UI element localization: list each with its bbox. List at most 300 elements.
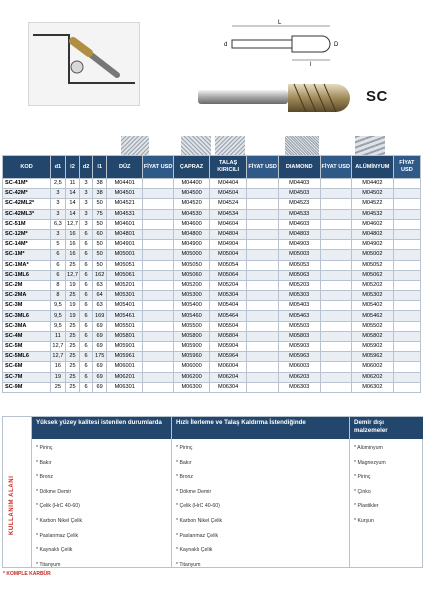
value-cell: 3 xyxy=(51,189,66,199)
col-price-4: FİYAT USD xyxy=(393,156,420,179)
code-cell: SC-1M* xyxy=(3,250,51,260)
list-item: * Dökme Demir xyxy=(176,488,212,495)
price-cell xyxy=(320,291,351,301)
value-cell: 5 xyxy=(51,240,66,250)
value-cell: M05460 xyxy=(174,311,210,321)
price-cell xyxy=(247,372,278,382)
price-cell xyxy=(320,331,351,341)
list-item: * Bronz xyxy=(36,474,54,481)
dim-d1-label: d xyxy=(224,42,228,48)
table-row xyxy=(3,321,421,331)
table-row xyxy=(3,372,421,382)
list-item: * Çelik (HrC 40-60) xyxy=(176,503,220,510)
value-cell: 16 xyxy=(65,229,80,239)
list-item: * Pirinç xyxy=(176,445,193,451)
value-cell: 6 xyxy=(80,362,93,372)
table-row xyxy=(3,229,421,239)
value-cell: 25 xyxy=(65,321,80,331)
price-cell xyxy=(247,382,278,392)
price-cell xyxy=(142,209,173,219)
value-cell: M04531 xyxy=(107,209,143,219)
price-cell xyxy=(393,209,420,219)
value-cell: 6 xyxy=(80,270,93,280)
value-cell: 14 xyxy=(65,209,80,219)
value-cell: 25 xyxy=(65,352,80,362)
value-cell: M05964 xyxy=(209,352,247,362)
usage-col3-title: Demir dışı malzemeler xyxy=(350,417,423,439)
value-cell: M04402 xyxy=(351,179,393,189)
price-cell xyxy=(320,219,351,229)
value-cell: 50 xyxy=(92,260,107,270)
price-cell xyxy=(320,352,351,362)
code-cell: SC-1MA* xyxy=(3,260,51,270)
table-row xyxy=(3,209,421,219)
value-cell: M06304 xyxy=(209,382,247,392)
value-cell: 69 xyxy=(92,331,107,341)
value-cell: 69 xyxy=(92,382,107,392)
value-cell: 6 xyxy=(80,240,93,250)
price-cell xyxy=(247,229,278,239)
list-item: * Çelik (HrC 40-60) xyxy=(36,503,80,510)
value-cell: M06301 xyxy=(107,382,143,392)
table-row xyxy=(3,352,421,362)
price-cell xyxy=(320,321,351,331)
value-cell: M06001 xyxy=(107,362,143,372)
value-cell: M04524 xyxy=(209,199,247,209)
value-cell: M05304 xyxy=(209,291,247,301)
value-cell: M05504 xyxy=(209,321,247,331)
table-row xyxy=(3,179,421,189)
table-row xyxy=(3,331,421,341)
value-cell: M04503 xyxy=(278,189,320,199)
col-price-1: FİYAT USD xyxy=(142,156,173,179)
price-cell xyxy=(247,250,278,260)
value-cell: 16 xyxy=(51,362,66,372)
list-item: * Dökme Demir xyxy=(36,488,72,495)
value-cell: M05302 xyxy=(351,291,393,301)
value-cell: M05903 xyxy=(278,342,320,352)
list-item: * Kurşun xyxy=(354,517,374,524)
price-cell xyxy=(142,189,173,199)
value-cell: M04401 xyxy=(107,179,143,189)
value-cell: M05400 xyxy=(174,301,210,311)
value-cell: M05464 xyxy=(209,311,247,321)
pattern-duz xyxy=(121,136,149,155)
price-cell xyxy=(393,250,420,260)
price-cell xyxy=(247,352,278,362)
value-cell: M05501 xyxy=(107,321,143,331)
value-cell: 6 xyxy=(80,260,93,270)
value-cell: 50 xyxy=(92,199,107,209)
value-cell: 25 xyxy=(65,260,80,270)
value-cell: M06204 xyxy=(209,372,247,382)
value-cell: M05904 xyxy=(209,342,247,352)
value-cell: 3 xyxy=(51,209,66,219)
value-cell: 6 xyxy=(80,342,93,352)
price-cell xyxy=(142,352,173,362)
value-cell: M05961 xyxy=(107,352,143,362)
value-cell: 12,7 xyxy=(51,342,66,352)
code-cell: SC-6M xyxy=(3,362,51,372)
code-cell: SC-5ML6 xyxy=(3,352,51,362)
price-cell xyxy=(142,270,173,280)
code-cell: SC-3MA xyxy=(3,321,51,331)
price-cell xyxy=(142,372,173,382)
value-cell: M05902 xyxy=(351,342,393,352)
list-item: * Kaynaklı Çelik xyxy=(36,547,73,554)
dim-d2-label: D xyxy=(334,42,339,48)
value-cell: M04500 xyxy=(174,189,210,199)
price-cell xyxy=(320,179,351,189)
price-cell xyxy=(320,280,351,290)
value-cell: 6 xyxy=(80,311,93,321)
value-cell: 19 xyxy=(51,372,66,382)
table-row xyxy=(3,250,421,260)
value-cell: M05300 xyxy=(174,291,210,301)
value-cell: M04604 xyxy=(209,219,247,229)
price-cell xyxy=(393,352,420,362)
value-cell: M05500 xyxy=(174,321,210,331)
price-cell xyxy=(142,219,173,229)
price-cell xyxy=(320,362,351,372)
price-cell xyxy=(142,382,173,392)
code-cell: SC-5M xyxy=(3,342,51,352)
value-cell: M04601 xyxy=(107,219,143,229)
price-cell xyxy=(142,250,173,260)
burr-tool-photo xyxy=(196,76,356,120)
value-cell: 6 xyxy=(80,291,93,301)
price-cell xyxy=(320,342,351,352)
value-cell: M05960 xyxy=(174,352,210,362)
value-cell: M05462 xyxy=(351,311,393,321)
table-row xyxy=(3,342,421,352)
table-row xyxy=(3,260,421,270)
price-cell xyxy=(393,362,420,372)
price-cell xyxy=(142,291,173,301)
code-cell: SC-1ML6 xyxy=(3,270,51,280)
value-cell: 19 xyxy=(65,311,80,321)
col-capraz: ÇAPRAZ xyxy=(174,156,210,179)
value-cell: 25 xyxy=(65,291,80,301)
value-cell: M05804 xyxy=(209,331,247,341)
value-cell: M04530 xyxy=(174,209,210,219)
value-cell: 6 xyxy=(51,270,66,280)
list-item: * Kaynaklı Çelik xyxy=(176,547,213,554)
value-cell: 9,5 xyxy=(51,321,66,331)
table-row xyxy=(3,280,421,290)
value-cell: 8 xyxy=(51,291,66,301)
value-cell: M05204 xyxy=(209,280,247,290)
code-cell: SC-3M xyxy=(3,301,51,311)
col-price-3: FİYAT USD xyxy=(320,156,351,179)
value-cell: 6 xyxy=(80,331,93,341)
table-row xyxy=(3,362,421,372)
pattern-diamond xyxy=(285,136,319,155)
col-d1: d1 xyxy=(51,156,66,179)
list-item: * Titanyum xyxy=(176,561,201,568)
pattern-capraz xyxy=(181,136,211,155)
value-cell: M05201 xyxy=(107,280,143,290)
value-cell: 38 xyxy=(92,189,107,199)
code-cell: SC-9M xyxy=(3,382,51,392)
list-item: * Paslanmaz Çelik xyxy=(36,532,79,539)
price-cell xyxy=(393,260,420,270)
value-cell: 11 xyxy=(51,331,66,341)
value-cell: M04600 xyxy=(174,219,210,229)
price-cell xyxy=(320,311,351,321)
value-cell: 75 xyxy=(92,209,107,219)
value-cell: M04532 xyxy=(351,209,393,219)
value-cell: 19 xyxy=(65,280,80,290)
list-item: * Pirinç xyxy=(36,445,53,451)
value-cell: M04521 xyxy=(107,199,143,209)
table-row xyxy=(3,301,421,311)
value-cell: M05802 xyxy=(351,331,393,341)
value-cell: M04523 xyxy=(278,199,320,209)
pattern-talas xyxy=(215,136,245,155)
value-cell: M04804 xyxy=(209,229,247,239)
code-cell: SC-42ML2* xyxy=(3,199,51,209)
value-cell: M05401 xyxy=(107,301,143,311)
value-cell: 69 xyxy=(92,372,107,382)
value-cell: M04522 xyxy=(351,199,393,209)
list-item: * Karbon Nikel Çelik xyxy=(36,517,83,524)
price-cell xyxy=(247,219,278,229)
value-cell: M05502 xyxy=(351,321,393,331)
value-cell: M04400 xyxy=(174,179,210,189)
value-cell: 3 xyxy=(80,209,93,219)
value-cell: M04533 xyxy=(278,209,320,219)
value-cell: M05001 xyxy=(107,250,143,260)
price-cell xyxy=(142,342,173,352)
price-cell xyxy=(320,250,351,260)
value-cell: 11 xyxy=(65,179,80,189)
price-cell xyxy=(247,280,278,290)
value-cell: 25 xyxy=(65,372,80,382)
price-cell xyxy=(393,179,420,189)
value-cell: 162 xyxy=(92,270,107,280)
value-cell: 25 xyxy=(65,331,80,341)
list-item: * Pirinç xyxy=(354,474,371,481)
price-cell xyxy=(247,321,278,331)
value-cell: M05003 xyxy=(278,250,320,260)
value-cell: 64 xyxy=(92,291,107,301)
value-cell: M05203 xyxy=(278,280,320,290)
price-cell xyxy=(393,291,420,301)
value-cell: 9,5 xyxy=(51,301,66,311)
value-cell: M04501 xyxy=(107,189,143,199)
code-cell: SC-42ML3* xyxy=(3,209,51,219)
col-aluminyum: ALÜMİNYUM xyxy=(351,156,393,179)
value-cell: 50 xyxy=(92,240,107,250)
price-cell xyxy=(247,311,278,321)
product-table xyxy=(2,155,421,393)
value-cell: M04602 xyxy=(351,219,393,229)
value-cell: M05900 xyxy=(174,342,210,352)
code-cell: SC-42M* xyxy=(3,189,51,199)
col-l2: l2 xyxy=(65,156,80,179)
value-cell: 69 xyxy=(92,362,107,372)
value-cell: M04903 xyxy=(278,240,320,250)
price-cell xyxy=(247,240,278,250)
value-cell: M05461 xyxy=(107,311,143,321)
value-cell: 16 xyxy=(65,250,80,260)
usage-col-fast xyxy=(171,417,350,567)
value-cell: M04502 xyxy=(351,189,393,199)
value-cell: M06201 xyxy=(107,372,143,382)
usage-label-box xyxy=(3,417,31,567)
value-cell: 6 xyxy=(80,382,93,392)
value-cell: 25 xyxy=(51,382,66,392)
price-cell xyxy=(247,291,278,301)
price-cell xyxy=(393,189,420,199)
value-cell: M05061 xyxy=(107,270,143,280)
value-cell: M04802 xyxy=(351,229,393,239)
price-cell xyxy=(247,301,278,311)
value-cell: 6 xyxy=(80,372,93,382)
value-cell: 6,3 xyxy=(51,219,66,229)
price-cell xyxy=(320,372,351,382)
price-cell xyxy=(393,280,420,290)
price-cell xyxy=(320,240,351,250)
price-cell xyxy=(320,301,351,311)
code-cell: SC-7M xyxy=(3,372,51,382)
value-cell: M04904 xyxy=(209,240,247,250)
price-cell xyxy=(393,270,420,280)
value-cell: M04803 xyxy=(278,229,320,239)
value-cell: M04800 xyxy=(174,229,210,239)
usage-col1-list xyxy=(32,439,172,574)
price-cell xyxy=(247,179,278,189)
value-cell: M06300 xyxy=(174,382,210,392)
value-cell: 6 xyxy=(80,321,93,331)
usage-col-surface xyxy=(31,417,172,567)
price-cell xyxy=(393,219,420,229)
value-cell: M05901 xyxy=(107,342,143,352)
usage-col-nonferrous xyxy=(349,417,423,567)
value-cell: M06302 xyxy=(351,382,393,392)
cut-type-patterns xyxy=(115,136,421,155)
value-cell: M05051 xyxy=(107,260,143,270)
col-kod: KOD xyxy=(3,156,51,179)
value-cell: M05403 xyxy=(278,301,320,311)
value-cell: 169 xyxy=(92,311,107,321)
value-cell: 12,7 xyxy=(51,352,66,362)
col-d2: d2 xyxy=(80,156,93,179)
value-cell: 63 xyxy=(92,301,107,311)
value-cell: M05202 xyxy=(351,280,393,290)
price-cell xyxy=(142,240,173,250)
price-cell xyxy=(142,199,173,209)
value-cell: 6 xyxy=(51,250,66,260)
value-cell: M04603 xyxy=(278,219,320,229)
value-cell: 3 xyxy=(80,189,93,199)
value-cell: M05303 xyxy=(278,291,320,301)
value-cell: M05402 xyxy=(351,301,393,311)
value-cell: M05301 xyxy=(107,291,143,301)
col-talas: TALAŞ KIRICILI xyxy=(209,156,247,179)
code-cell: SC-4M xyxy=(3,331,51,341)
value-cell: 38 xyxy=(92,179,107,189)
table-row xyxy=(3,189,421,199)
value-cell: 3 xyxy=(51,199,66,209)
list-item: * Plastikler xyxy=(354,503,379,510)
usage-label: KULLANIM ALANI xyxy=(9,475,15,535)
value-cell: 25 xyxy=(65,362,80,372)
value-cell: 50 xyxy=(92,219,107,229)
table-row xyxy=(3,219,421,229)
value-cell: 25 xyxy=(65,342,80,352)
footnote: * KOMPLE KARBÜR xyxy=(3,571,51,577)
price-cell xyxy=(247,362,278,372)
value-cell: 3 xyxy=(80,219,93,229)
price-cell xyxy=(247,260,278,270)
list-item: * Paslanmaz Çelik xyxy=(176,532,219,539)
price-cell xyxy=(142,321,173,331)
value-cell: M05200 xyxy=(174,280,210,290)
price-cell xyxy=(320,199,351,209)
value-cell: M05000 xyxy=(174,250,210,260)
value-cell: M04801 xyxy=(107,229,143,239)
usage-col3-list xyxy=(350,439,423,531)
value-cell: 3 xyxy=(51,229,66,239)
price-cell xyxy=(393,240,420,250)
price-cell xyxy=(393,382,420,392)
value-cell: 6 xyxy=(80,352,93,362)
dim-l2-label: l xyxy=(310,62,312,66)
list-item: * Çinko xyxy=(354,488,371,495)
list-item: * Bakır xyxy=(176,459,192,466)
value-cell: M05063 xyxy=(278,270,320,280)
code-cell: SC-3ML6 xyxy=(3,311,51,321)
col-price-2: FİYAT USD xyxy=(247,156,278,179)
table-row xyxy=(3,240,421,250)
price-cell xyxy=(247,209,278,219)
product-header xyxy=(0,0,424,140)
list-item: * Karbon Nikel Çelik xyxy=(176,517,223,524)
price-cell xyxy=(320,270,351,280)
value-cell: M06004 xyxy=(209,362,247,372)
price-cell xyxy=(142,280,173,290)
price-cell xyxy=(247,270,278,280)
value-cell: M05054 xyxy=(209,260,247,270)
price-cell xyxy=(393,331,420,341)
price-cell xyxy=(320,229,351,239)
value-cell: 175 xyxy=(92,352,107,362)
value-cell: 25 xyxy=(65,382,80,392)
price-cell xyxy=(142,260,173,270)
value-cell: 12,7 xyxy=(65,270,80,280)
code-cell: SC-2MA xyxy=(3,291,51,301)
dimension-diagram xyxy=(222,18,342,66)
value-cell: M05052 xyxy=(351,260,393,270)
price-cell xyxy=(142,362,173,372)
usage-col2-title: Hızlı İlerleme ve Talaş Kaldırma İstendiğinde xyxy=(172,417,350,439)
price-cell xyxy=(393,311,420,321)
price-cell xyxy=(393,342,420,352)
price-cell xyxy=(247,331,278,341)
value-cell: 69 xyxy=(92,342,107,352)
value-cell: M05503 xyxy=(278,321,320,331)
pattern-aluminyum xyxy=(355,136,385,155)
value-cell: M06000 xyxy=(174,362,210,372)
price-cell xyxy=(142,301,173,311)
value-cell: M04403 xyxy=(278,179,320,189)
value-cell: 6 xyxy=(80,301,93,311)
code-cell: SC-2M xyxy=(3,280,51,290)
list-item: * Titanyum xyxy=(36,561,61,568)
value-cell: 14 xyxy=(65,199,80,209)
